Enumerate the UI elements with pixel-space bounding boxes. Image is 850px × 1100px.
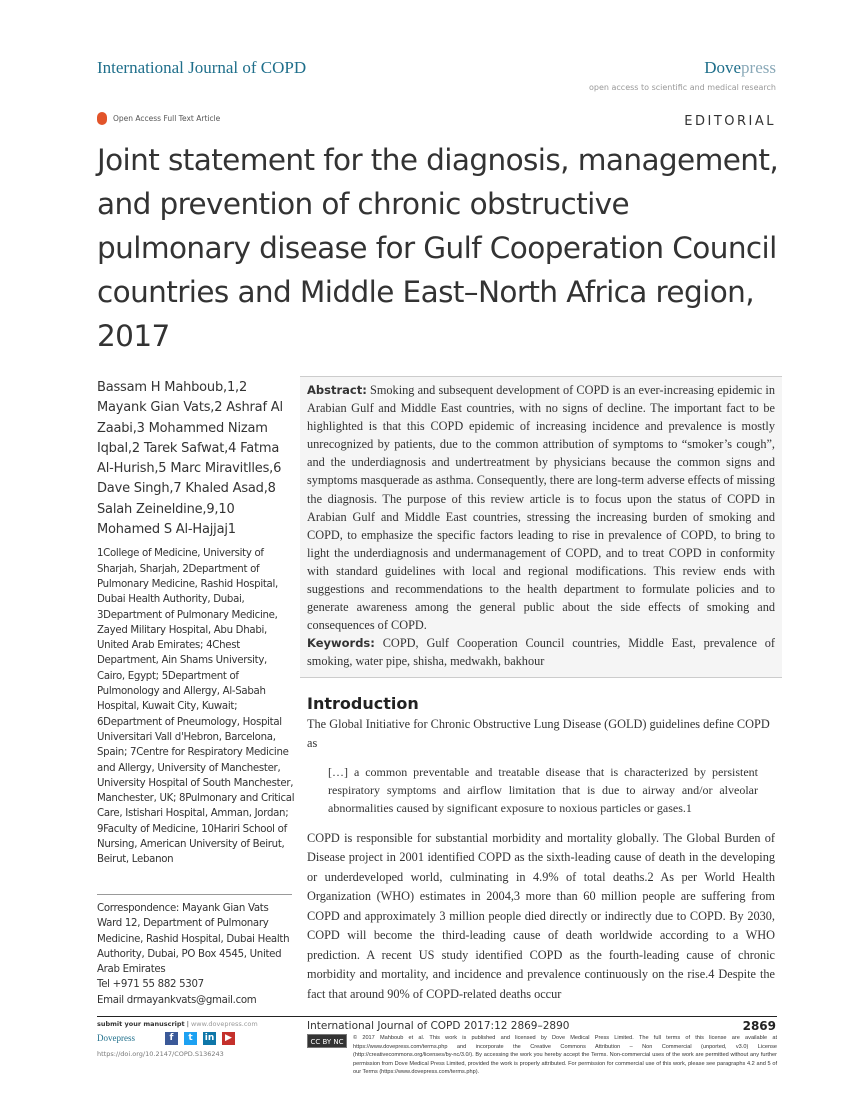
publisher-logo [704, 58, 776, 78]
correspondence-name: Correspondence: Mayank Gian Vats [97, 902, 269, 914]
twitter-icon[interactable]: t [184, 1032, 197, 1045]
open-access-lock-icon [97, 112, 107, 125]
publisher-main: Dove [704, 58, 742, 77]
correspondence-address: Ward 12, Department of Pulmonary Medicine, Rashid Hospital, Dubai Health Authority, Dubai, PO Box 4545, United Arab Emirates [97, 918, 290, 976]
submit-url[interactable]: www.dovepress.com [190, 1020, 258, 1028]
right-column [300, 376, 782, 1004]
abstract-label: Abstract: [307, 383, 367, 397]
section-heading: Introduction [307, 693, 419, 713]
author-list: Bassam H Mahboub,1,2 Mayank Gian Vats,2 Ashraf Al Zaabi,3 Mohammed Nizam Iqbal,2 Tarek Safwat,4 Fatma Al-Hurish,5 Marc Miravitlles,6 Dave Singh,7 Khaled Asad,8 Salah Zeineldine,9,10 Mohamed S Al-Hajjaj1 [97, 380, 283, 538]
footer-dovepress-logo: Dovepress [97, 1033, 135, 1043]
keywords-text: COPD, Gulf Cooperation Council countries, Middle East, prevalence of smoking, water pipe, shisha, medwakh, bakhour [307, 636, 775, 669]
abstract [300, 376, 782, 678]
body-paragraph: COPD is responsible for substantial morbidity and mortality globally. The Global Burden of Disease project in 2001 identified COPD as the sixth-leading cause of death in the developing or underdeveloped world, culminating in 4.9% of total deaths.2 As per World Health Organization (WHO) estimates in 2004,3 more than 60 million people are suffering from COPD and approximately 3 million people died directly or indirectly due to COPD. By 2030, COPD will become the third-leading cause of death worldwide according to a WHO prediction. A recent US study identified COPD as the fourth-leading cause of chronic morbidity and mortality, and incidence and prevalence continuously on the rise.4 Despite the fact that around 90% of COPD-related deaths occur [307, 830, 775, 1001]
submit-manuscript[interactable]: submit your manuscript | www.dovepress.com [97, 1020, 258, 1028]
block-quote: […] a common preventable and treatable disease that is characterized by persistent respiratory symptoms and airflow limitation that is due to airway and/or alveolar abnormalities caused by significant exposure to noxious particles or gases.1 [328, 764, 758, 815]
intro-paragraph: The Global Initiative for Chronic Obstructive Lung Disease (GOLD) guidelines define COPD as [307, 716, 770, 750]
page-number: 2869 [742, 1019, 776, 1033]
footer-divider [97, 1016, 777, 1017]
article-type: EDITORIAL [684, 114, 776, 129]
abstract-text: Smoking and subsequent development of COPD is an ever-increasing epidemic in Arabian Gulf and Middle East countries, with no signs of decline. The important fact to be highlighted is that this COPD epidemic of increasing incidence and prevalence is mostly unrecognized by patients, due to the common attribution of symptoms to “smoker’s cough”, and the underdiagnosis and undertreatment by physicians because the common signs and symptoms masquerade as asthma. Consequently, there are long-term adverse effects of missing the diagnosis. The purpose of this review article is to focus upon the status of COPD in Arabian Gulf and Middle East countries, stressing the increasing burden of smoking and COPD, to emphasize the specific factors leading to rise in prevalence of COPD, to bring to light the underdiagnosis and undermanagement of COPD, and to treat COPD in conformity with standard guidelines with local and regional modifications. This review ends with suggestions and recommendations to the health department to formulate policies and to generate awareness among the general public about the side effects of smoking and consequences of COPD. [307, 383, 775, 633]
keywords-label: Keywords: [307, 636, 375, 651]
journal-name: International Journal of COPD [97, 58, 307, 77]
left-column [97, 378, 297, 1008]
open-access-text: Open Access Full Text Article [113, 114, 221, 123]
social-links [165, 1032, 235, 1045]
facebook-icon[interactable]: f [165, 1032, 178, 1045]
correspondence [97, 894, 292, 1008]
publisher-tagline: open access to scientific and medical research [589, 83, 776, 92]
youtube-icon[interactable]: ▶ [222, 1032, 235, 1045]
linkedin-icon[interactable]: in [204, 1033, 215, 1043]
article-title: Joint statement for the diagnosis, management, and prevention of chronic obstructive pulmonary disease for Gulf Cooperation Council countries and Middle East–North Africa region, 2017 [97, 143, 779, 353]
affiliations: 1College of Medicine, University of Sharjah, Sharjah, 2Department of Pulmonary Medicine, Rashid Hospital, Dubai Health Authority, Dubai, 3Department of Pulmonary Medicine, Zayed Military Hospital, Abu Dhabi, United Arab Emirates; 4Chest Department, Ain Shams University, Cairo, Egypt; 5Department of Pulmonology and Allergy, Al-Sabah Hospital, Kuwait City, Kuwait; 6Department of Pneumology, Hospital Universitari Vall d'Hebron, Barcelona, Spain; 7Centre for Respiratory Medicine and Allergy, University of Manchester, University Hospital of South Manchester, Manchester, UK; 8Pulmonary and Critical Care, Istishari Hospital, Amman, Jordan; 9Faculty of Medicine, 10Hariri School of Nursing, American University of Beirut, Beirut, Lebanon [97, 548, 295, 866]
submit-label: submit your manuscript [97, 1020, 185, 1028]
doi-link[interactable]: https://doi.org/10.2147/COPD.S136243 [97, 1050, 224, 1058]
correspondence-email[interactable]: Email drmayankvats@gmail.com [97, 994, 257, 1006]
license-text: © 2017 Mahboub et al. This work is published and licensed by Dove Medical Press Limited. The full terms of this license are available at https://www.dovepress.com/terms.php and incorporate the Creative Commons Attribution – Non Commercial (unported, v3.0) License (http://creativecommons.org/licenses/by-nc/3.0/). By accessing the work you hereby accept the Terms. Non-commercial uses of the work are permitted without any further permission from Dove Medical Press Limited, provided the work is properly attributed. For permission for commercial use of this work, please see paragraphs 4.2 and 5 of our Terms (https://www.dovepress.com/terms.php). [353, 1035, 777, 1076]
correspondence-tel: Tel +971 55 882 5307 [97, 979, 204, 991]
cc-license-badge[interactable]: CC BY NC [307, 1034, 347, 1048]
publisher-rest: press [741, 58, 776, 77]
citation: International Journal of COPD 2017:12 2869–2890 [307, 1020, 570, 1032]
open-access-label [97, 112, 220, 125]
